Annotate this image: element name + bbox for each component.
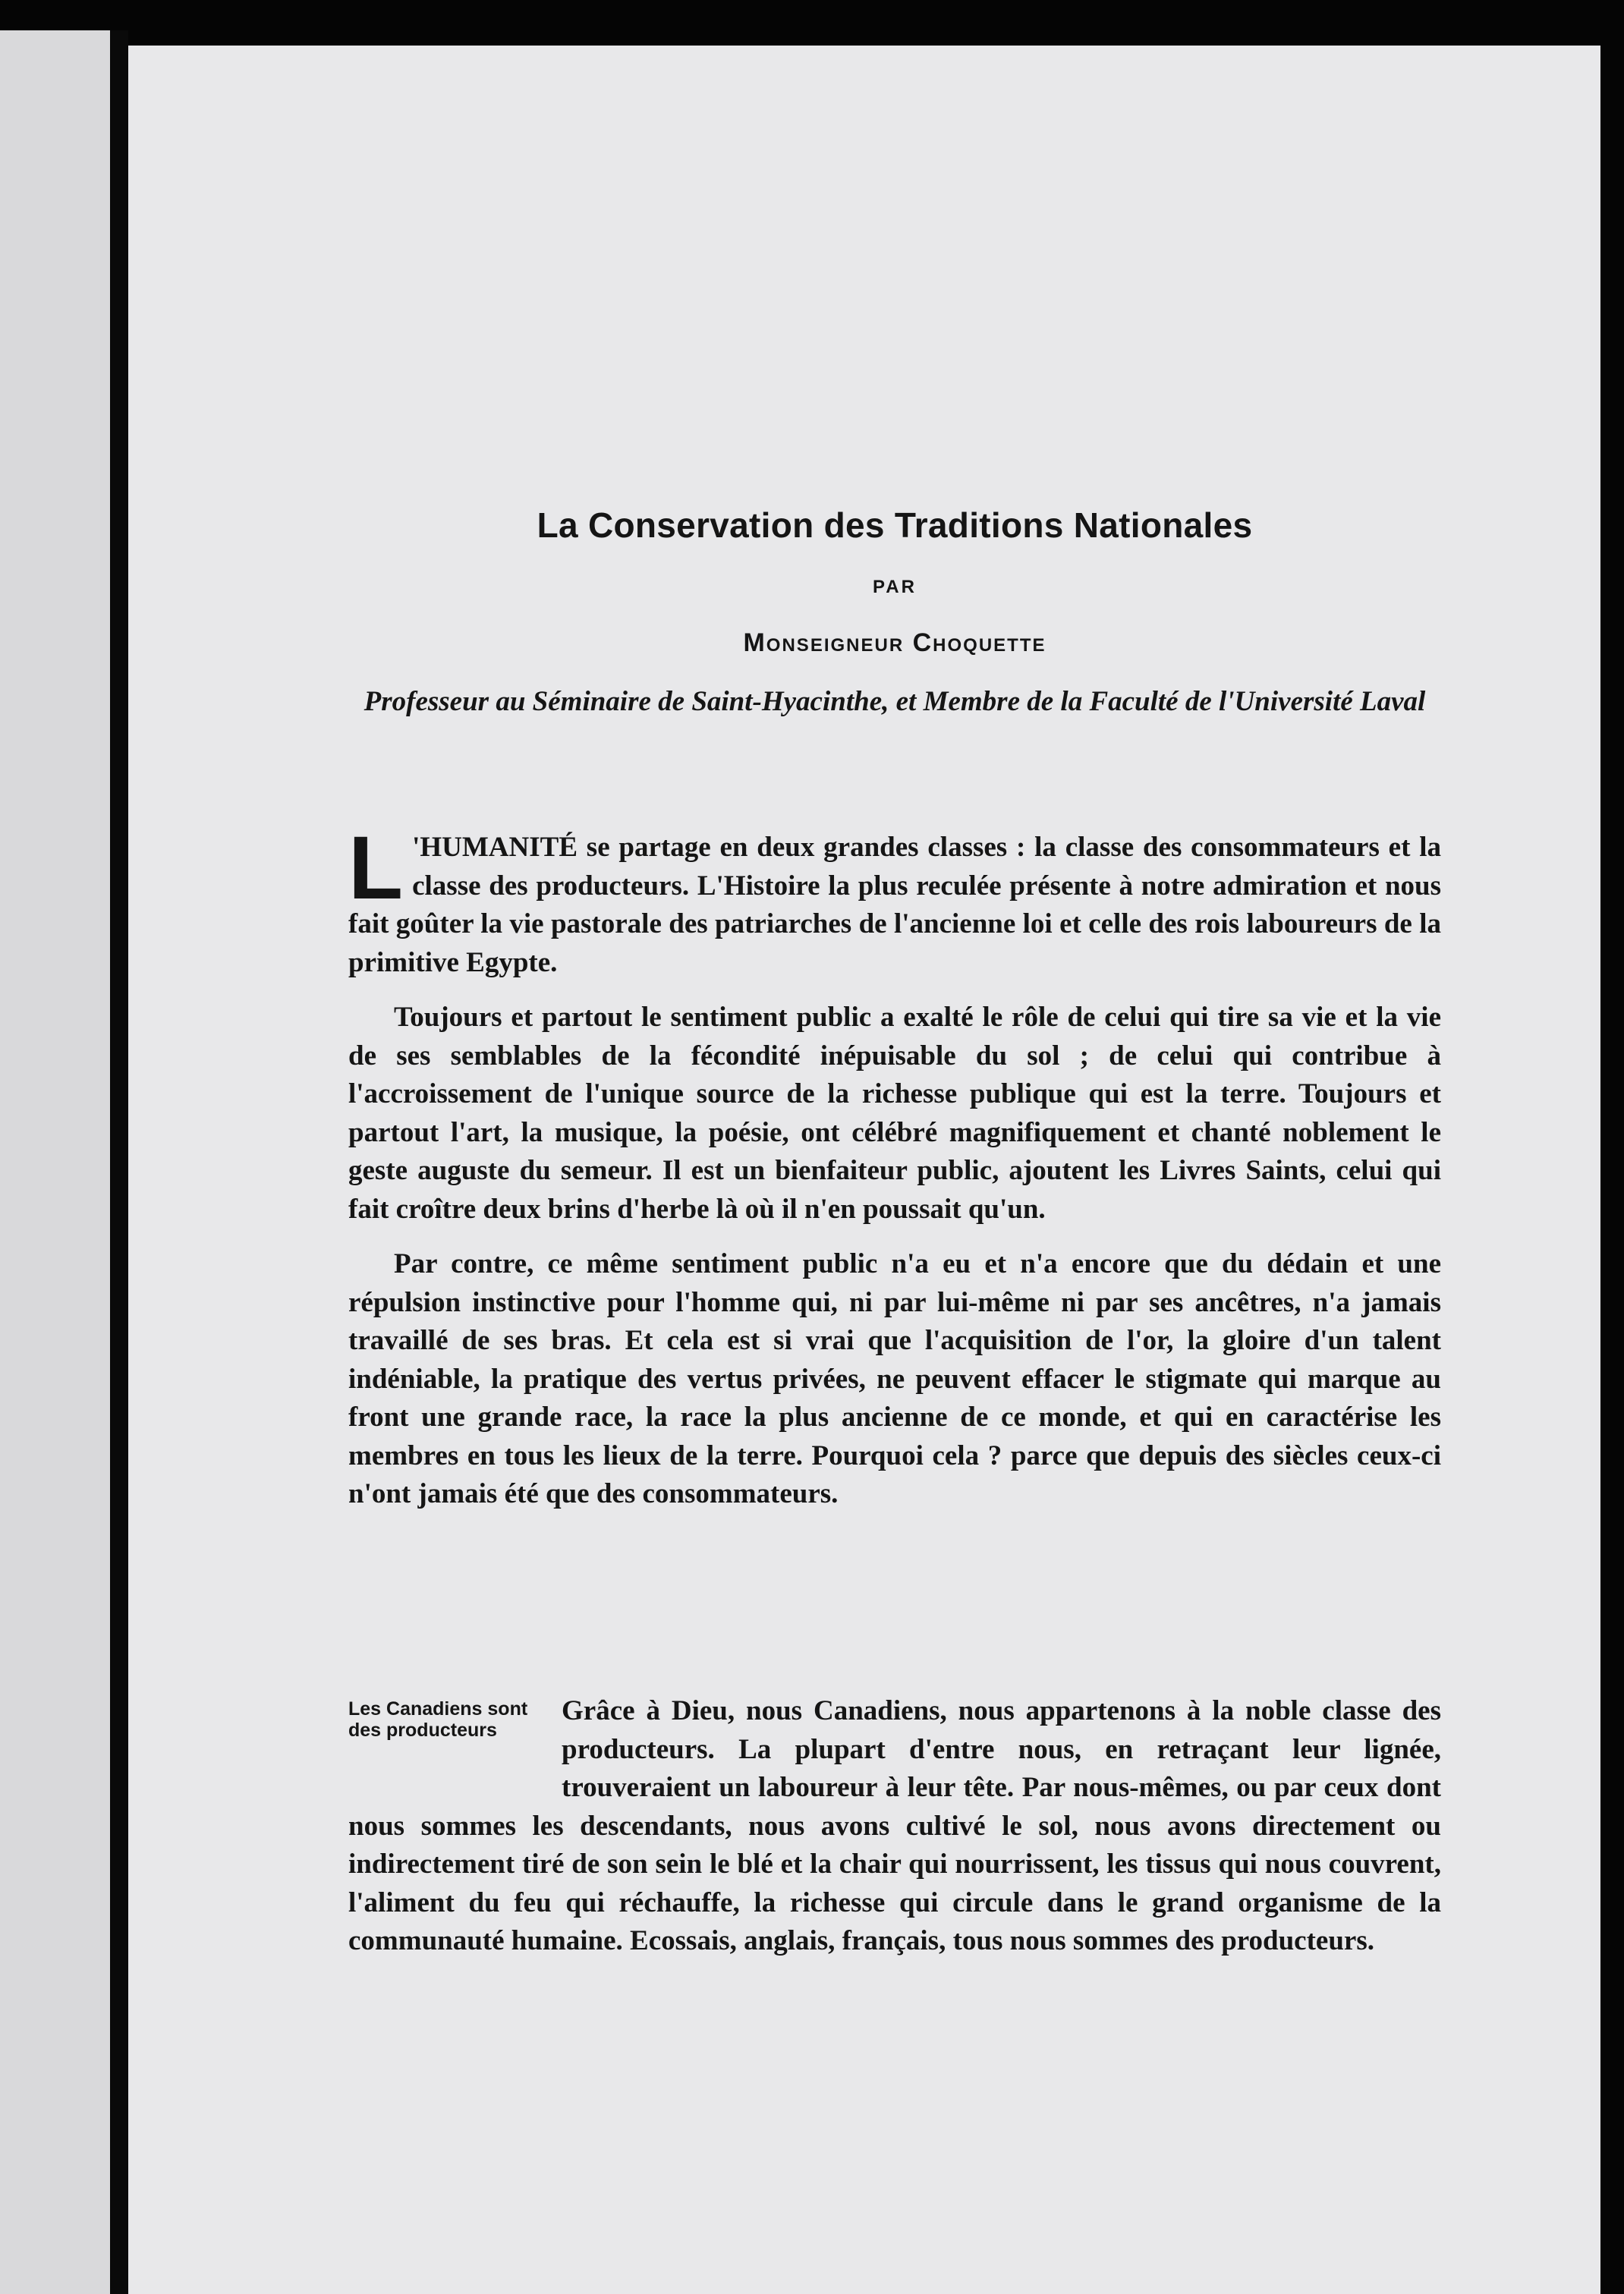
paragraph-1-text: 'HUMANITÉ se partage en deux grandes classes : la classe des consommateurs et la classe des producteurs. L'Histoire la plus reculée présente à notre admiration et nous fait goûter la vie pastorale des patriarches de l'ancienne loi et celle des rois laboureurs de la primitive Egypte. [348,832,1441,978]
gutter-shadow [110,30,128,2294]
paragraph-4-text: Grâce à Dieu, nous Canadiens, nous appartenons à la noble classe des producteurs. La plupart d'entre nous, en retraçant leur lignée, trouveraient un laboureur à leur tête. Par nous-mêmes, ou par ceux dont nous sommes les descendants, nous avons cultivé le sol, nous avons directement ou indirectement tiré de son sein le blé et la chair qui nourrissent, les tissus qui nous couvrent, l'aliment du feu qui réchauffe, la richesse qui circule dans le grand organisme de la communauté humaine. Ecossais, anglais, français, tous nous sommes des producteurs. [348,1695,1441,1956]
paragraph-1 [348,818,1441,982]
article-body [348,818,1441,1514]
facing-page-edge [0,30,110,2294]
byline-par: PAR [873,577,917,597]
author-affiliation: Professeur au Séminaire de Saint-Hyacinthe, et Membre de la Faculté de l'Université Laval [364,686,1426,717]
margin-note: Les Canadiens sont des producteurs [348,1698,528,1741]
paragraph-2: Toujours et partout le sentiment public a exalté le rôle de celui qui tire sa vie et la vie de ses semblables de la fécondité inépuisable du sol ; de celui qui contribue à l'accroissement de l'unique source de la richesse publique qui est la terre. Toujours et partout l'art, la musique, la poésie, ont célébré magnifiquement et chanté noblement le geste auguste du semeur. Il est un bienfaiteur public, ajoutent les Livres Saints, celui qui fait croître deux brins d'herbe là où il n'en poussait qu'un. [348,1002,1441,1225]
document-page [128,46,1600,2294]
drop-cap: L [348,818,404,918]
author-name: Monseigneur Choquette [743,628,1046,657]
corner-speck [257,76,268,83]
section-producteurs [348,1692,1441,1961]
article-title: La Conservation des Traditions Nationales [537,505,1253,545]
paragraph-3: Par contre, ce même sentiment public n'a eu et n'a encore que du dédain et une répulsion instinctive pour l'homme qui, ni par lui-même ni par ses ancêtres, n'a jamais travaillé de ses bras. Et cela est si vrai que l'acquisition de l'or, la gloire d'un talent indéniable, la pratique des vertus privées, ne peuvent effacer le stigmate qui marque au front une grande race, la race la plus ancienne de ce monde, et qui en caractérise les membres en tous les lieux de la terre. Pourquoi cela ? parce que depuis des siècles ceux-ci n'ont jamais été que des consommateurs. [348,1248,1441,1509]
paragraph-4 [348,1692,1441,1961]
